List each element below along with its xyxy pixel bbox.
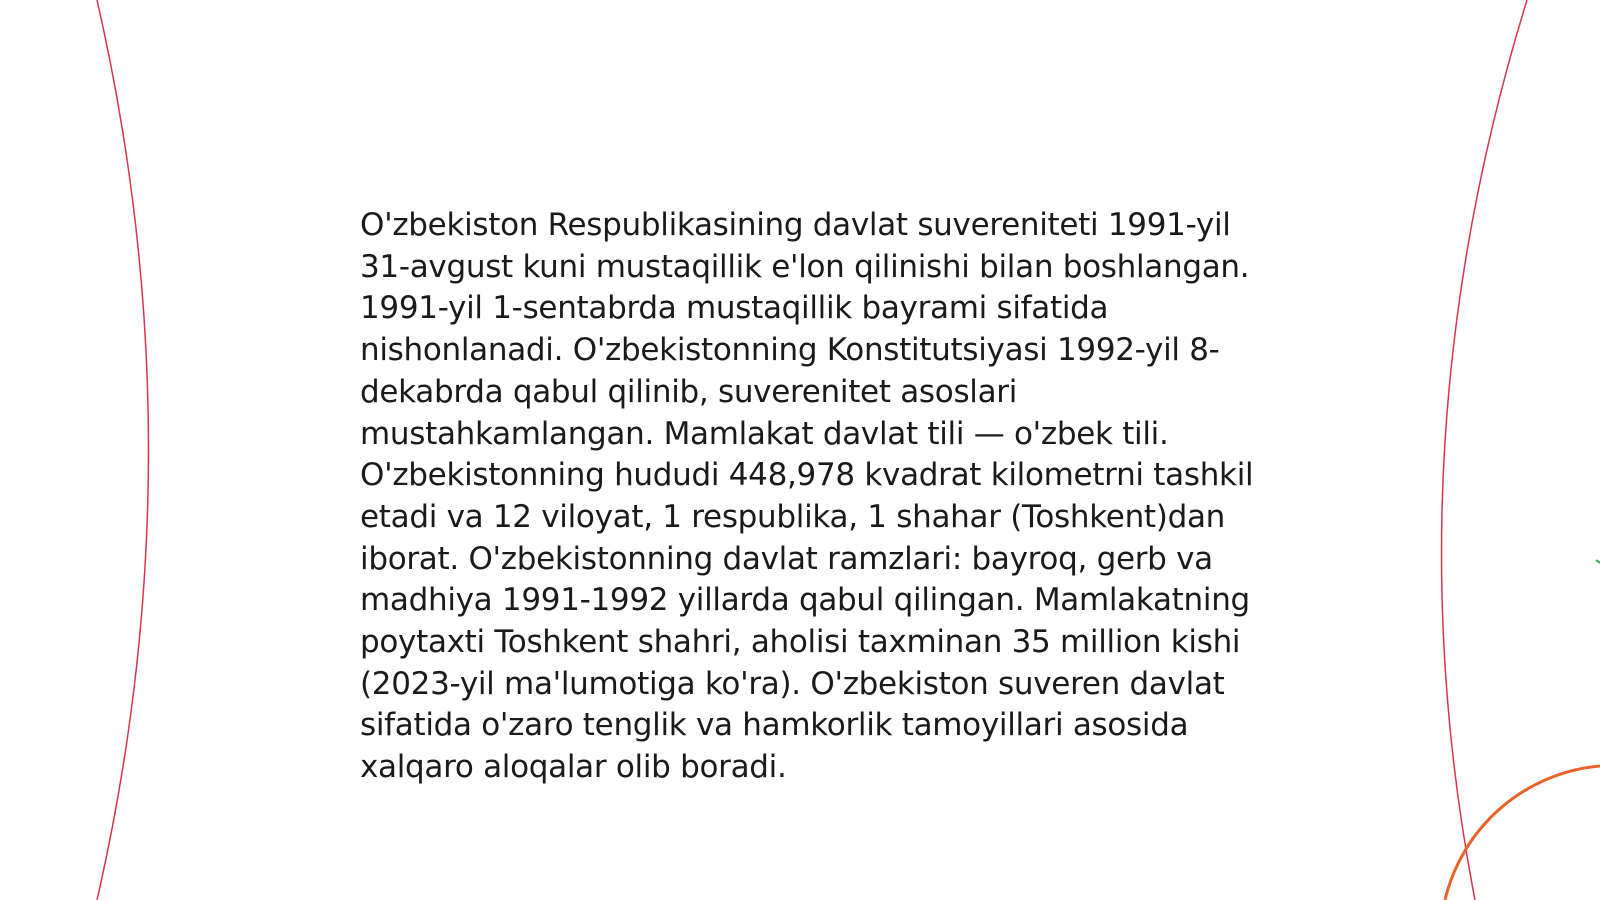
body-paragraph: O'zbekiston Respublikasining davlat suvereniteti 1991-yil 31-avgust kuni mustaqillik e'lon qilinishi bilan boshlangan. 1991-yil 1-sentabrda mustaqillik bayrami sifatida nishonlanadi. O'zbekistonning Konstitutsiyasi 1992-yil 8-dekabrda qabul qilinib, suverenitet asoslari mustahkamlangan. Mamlakat davlat tili — o'zbek tili. O'zbekistonning hududi 448,978 kvadrat kilometrni tashkil etadi va 12 viloyat, 1 respublika, 1 shahar (Toshkent)dan iborat. O'zbekistonning davlat ramzlari: bayroq, gerb va madhiya 1991-1992 yillarda qabul qilingan. Mamlakatning poytaxti Toshkent shahri, aholisi taxminan 35 million kishi (2023-yil ma'lumotiga ko'ra). O'zbekiston suveren davlat sifatida o'zaro tenglik va hamkorlik tamoyillari asosida xalqaro aloqalar olib boradi. <box>360 207 1254 786</box>
right-curve-line <box>1442 0 1527 900</box>
left-curve-line <box>97 0 149 900</box>
green-mark <box>1596 560 1600 563</box>
orange-circle-arc <box>1445 766 1600 900</box>
